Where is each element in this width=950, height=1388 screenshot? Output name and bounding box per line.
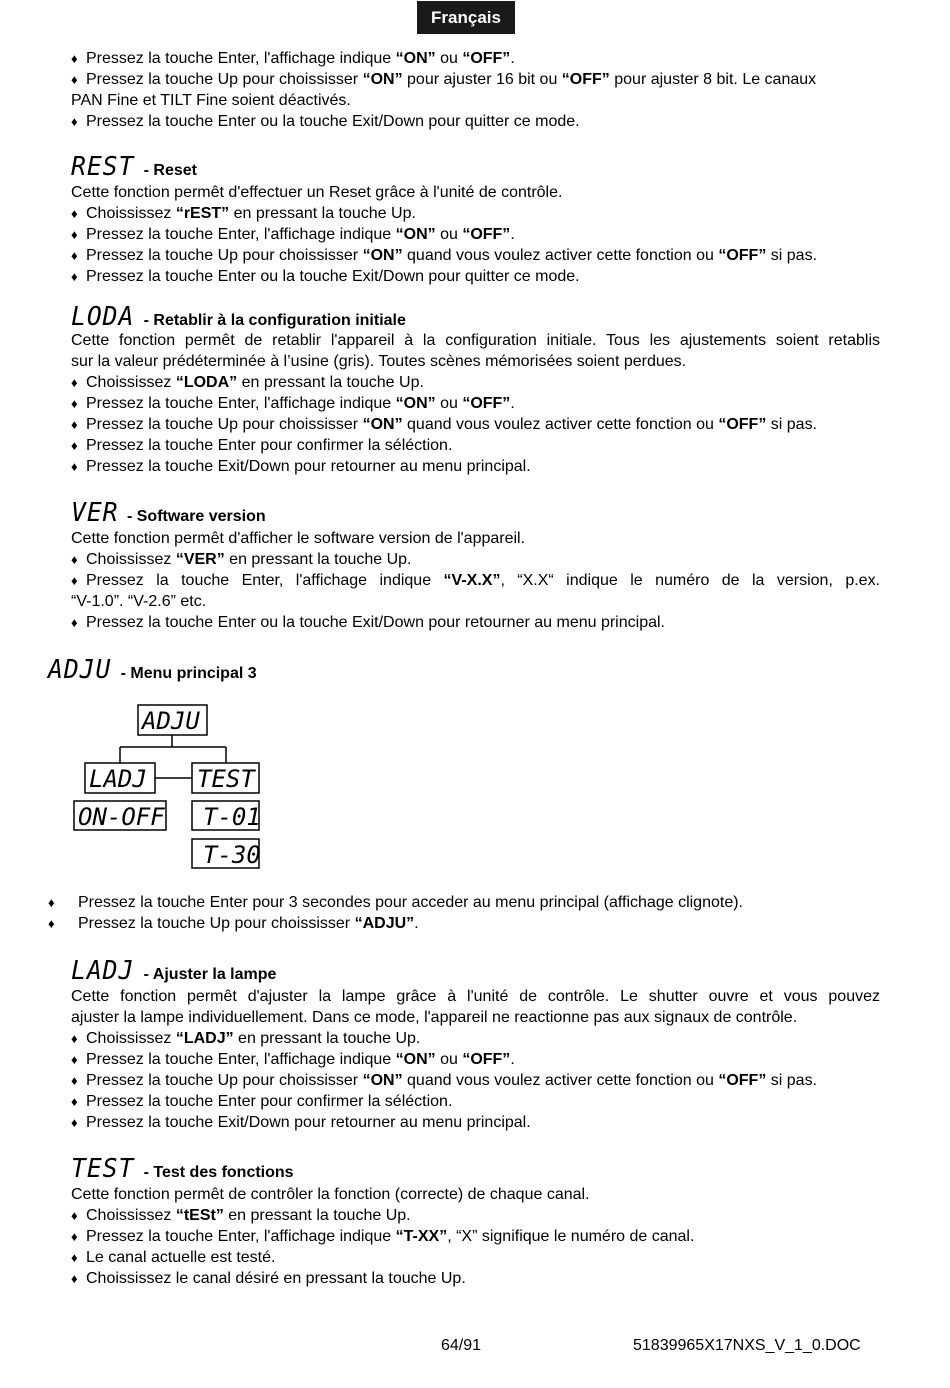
text-segment: en pressant la touche Up. <box>229 205 416 222</box>
ladj-heading <box>71 958 276 984</box>
bold-keyword: “OFF” <box>462 226 511 243</box>
text-segment: . <box>414 915 419 932</box>
bullet-text <box>86 1051 515 1068</box>
text-segment: si pas. <box>766 416 818 433</box>
text-segment: quand vous voulez activer cette fonction ou <box>402 1072 719 1089</box>
diagram-label-right-child1: T-01 <box>203 803 261 831</box>
ladj-bullet <box>71 1091 880 1112</box>
diagram-label-left: LADJ <box>89 765 147 793</box>
bold-keyword: “OFF” <box>462 50 511 67</box>
bold-keyword: “OFF” <box>718 416 767 433</box>
text-segment: Pressez la touche Enter pour confirmer la séléction. <box>86 1093 453 1110</box>
diagram-label-right: TEST <box>197 765 255 793</box>
text-segment: ou <box>435 50 463 67</box>
test-bullet <box>71 1247 880 1268</box>
bold-keyword: “rEST” <box>175 205 230 222</box>
text-segment: , “X.X“ indique le numéro de la version, p.ex. <box>500 572 881 589</box>
bold-keyword: “OFF” <box>561 71 610 88</box>
bullet-diamond-icon: ♦ <box>71 269 78 284</box>
text-segment: Pressez la touche Up pour choississer <box>86 416 363 433</box>
text-segment: ou <box>435 1051 463 1068</box>
test-lcd-label: TEST <box>71 1154 135 1184</box>
text-segment: en pressant la touche Up. <box>237 374 424 391</box>
bullet-text <box>86 1207 411 1224</box>
bullet-text <box>86 1270 466 1287</box>
text-segment: pour ajuster 16 bit ou <box>402 71 562 88</box>
text-segment: Choississez <box>86 205 176 222</box>
text-segment: Pressez la touche Enter, l'affichage indique <box>86 1051 396 1068</box>
bullet-diamond-icon: ♦ <box>71 396 78 411</box>
bold-keyword: “ON” <box>395 50 436 67</box>
bullet-diamond-icon: ♦ <box>71 375 78 390</box>
bold-keyword: “ON” <box>362 71 403 88</box>
test-bullet <box>71 1226 880 1247</box>
bullet-diamond-icon: ♦ <box>71 417 78 432</box>
language-badge: Français <box>417 1 515 34</box>
reset-description: Cette fonction permêt d'effectuer un Reset grâce à l'unité de contrôle. <box>71 184 563 201</box>
text-segment: , “X” signifique le numéro de canal. <box>447 1228 695 1245</box>
bullet-diamond-icon: ♦ <box>71 573 78 588</box>
bullet-diamond-icon: ♦ <box>71 206 78 221</box>
text-segment: Pressez la touche Exit/Down pour retourner au menu principal. <box>86 458 531 475</box>
ver-title: - Software version <box>126 508 266 525</box>
bold-keyword: “LADJ” <box>175 1030 234 1047</box>
text-segment: si pas. <box>766 247 818 264</box>
bullet-text <box>86 1114 531 1131</box>
text-segment: ou <box>435 226 463 243</box>
text-segment: Pressez la touche Enter, l'affichage indique <box>86 1228 396 1245</box>
text-segment: en pressant la touche Up. <box>223 1207 411 1224</box>
ladj-lcd-label: LADJ <box>71 956 135 986</box>
test-description: Cette fonction permêt de contrôler la fonction (correcte) de chaque canal. <box>71 1186 590 1203</box>
text-segment: . <box>510 50 515 67</box>
loda-lcd-label: LODA <box>71 302 135 332</box>
bullet-diamond-icon: ♦ <box>71 438 78 453</box>
bullet-diamond-icon: ♦ <box>71 72 78 87</box>
diagram-label-root: ADJU <box>142 707 200 735</box>
test-heading <box>71 1156 294 1182</box>
bold-keyword: “ON” <box>395 1051 436 1068</box>
loda-description: Cette fonction permêt de retablir l'appareil à la configuration initiale. Tous les ajustements soient retablis <box>71 332 880 349</box>
adju-lcd-label: ADJU <box>48 655 112 685</box>
text-segment: Choississez <box>86 551 176 568</box>
text-segment: Le canal actuelle est testé. <box>86 1249 276 1266</box>
test-bullet <box>71 1205 880 1226</box>
text-segment: Pressez la touche Exit/Down pour retourner au menu principal. <box>86 1114 531 1131</box>
bullet-diamond-icon: ♦ <box>71 1271 78 1286</box>
text-segment: . <box>510 1051 515 1068</box>
bullet-text <box>78 894 743 911</box>
bold-keyword: “tESt” <box>175 1207 224 1224</box>
ver-lcd-label: VER <box>71 498 119 528</box>
bullet-diamond-icon: ♦ <box>71 1052 78 1067</box>
text-segment: Choississez <box>86 1207 176 1224</box>
bold-keyword: “T-XX” <box>395 1228 448 1245</box>
bold-keyword: “OFF” <box>462 1051 511 1068</box>
text-segment: Pressez la touche Up pour choississer <box>86 71 363 88</box>
reset-title: - Reset <box>143 162 197 179</box>
intro-continuation: PAN Fine et TILT Fine soient déactivés. <box>71 92 351 109</box>
adju-outer-bullet <box>48 892 888 934</box>
bold-keyword: “VER” <box>175 551 225 568</box>
page-number: 64/91 <box>441 1337 482 1354</box>
text-segment: Pressez la touche Enter ou la touche Exit/Down pour quitter ce mode. <box>86 268 580 285</box>
loda-title: - Retablir à la configuration initiale <box>143 312 406 329</box>
text-segment: Choississez <box>86 1030 176 1047</box>
bullet-diamond-icon: ♦ <box>71 1208 78 1223</box>
bold-keyword: “ON” <box>395 226 436 243</box>
text-segment: en pressant la touche Up. <box>224 551 412 568</box>
bold-keyword: “ON” <box>362 247 403 264</box>
bullet-diamond-icon: ♦ <box>71 1115 78 1130</box>
bullet-diamond-icon: ♦ <box>71 248 78 263</box>
test-title: - Test des fonctions <box>143 1164 294 1181</box>
ladj-title: - Ajuster la lampe <box>143 966 277 983</box>
text-segment: si pas. <box>766 1072 818 1089</box>
bold-keyword: “ON” <box>395 395 436 412</box>
bullet-diamond-icon: ♦ <box>71 51 78 66</box>
bold-keyword: “OFF” <box>462 395 511 412</box>
bullet-diamond-icon: ♦ <box>71 114 78 129</box>
text-segment: Pressez la touche Enter pour 3 secondes pour acceder au menu principal (affichage clignote). <box>78 894 743 911</box>
bullet-diamond-icon: ♦ <box>71 1229 78 1244</box>
text-segment: . <box>510 395 515 412</box>
text-segment: pour ajuster 8 bit. Le canaux <box>609 71 817 88</box>
bullet-text <box>86 1249 275 1266</box>
loda-description: sur la valeur prédéterminée à l’usine (gris). Toutes scènes mémorisées soient perdues. <box>71 353 687 370</box>
ladj-bullet <box>71 1112 880 1133</box>
text-segment: . <box>510 226 515 243</box>
ladj-bullet <box>71 1049 880 1070</box>
text-segment: Pressez la touche Enter, l'affichage indique <box>86 395 396 412</box>
bullet-text <box>86 1093 452 1110</box>
bullet-diamond-icon: ♦ <box>71 1250 78 1265</box>
document-filename: 51839965X17NXS_V_1_0.DOC <box>633 1337 861 1354</box>
bullet-diamond-icon: ♦ <box>71 615 78 630</box>
bullet-diamond-icon: ♦ <box>71 1073 78 1088</box>
bullet-diamond-icon: ♦ <box>71 459 78 474</box>
adju-title: - Menu principal 3 <box>120 665 257 682</box>
text-segment: quand vous voulez activer cette fonction ou <box>402 416 719 433</box>
ladj-description: ajuster la lampe individuellement. Dans ce mode, l'appareil ne reactionne pas aux signaux de contrôle. <box>71 1009 798 1026</box>
bold-keyword: “LODA” <box>175 374 238 391</box>
reset-lcd-label: REST <box>71 152 135 182</box>
bullet-diamond-icon: ♦ <box>48 895 55 910</box>
bullet-diamond-icon: ♦ <box>71 1031 78 1046</box>
bullet-diamond-icon: ♦ <box>71 1094 78 1109</box>
bullet-text <box>78 915 419 932</box>
text-segment: Choississez <box>86 374 176 391</box>
bold-keyword: “OFF” <box>718 1072 767 1089</box>
text-segment: Pressez la touche Enter, l'affichage indique <box>86 226 396 243</box>
diagram-label-right-child2: T-30 <box>203 841 261 869</box>
bold-keyword: “ADJU” <box>354 915 415 932</box>
ladj-section <box>71 986 880 1133</box>
text-segment: Pressez la touche Enter ou la touche Exit/Down pour retourner au menu principal. <box>86 614 665 631</box>
text-segment: Pressez la touche Up pour choississer <box>86 247 363 264</box>
bullet-text <box>86 1228 694 1245</box>
ver-description: Cette fonction permêt d'afficher le software version de l'appareil. <box>71 530 526 547</box>
bold-keyword: “ON” <box>362 1072 403 1089</box>
ver-bullet-continuation: “V-1.0”. “V-2.6” etc. <box>71 593 207 610</box>
ladj-bullet <box>71 1028 880 1049</box>
text-segment: Pressez la touche Enter ou la touche Exit/Down pour quitter ce mode. <box>86 113 580 130</box>
bullet-diamond-icon: ♦ <box>48 916 55 931</box>
bold-keyword: “V-X.X” <box>443 572 501 589</box>
bullet-text <box>86 1030 420 1047</box>
text-segment: Pressez la touche Up pour choississer <box>78 915 355 932</box>
test-bullet <box>71 1268 880 1289</box>
text-segment: en pressant la touche Up. <box>233 1030 421 1047</box>
bullet-diamond-icon: ♦ <box>71 227 78 242</box>
text-segment: Pressez la touche Enter, l'affichage indique <box>86 50 396 67</box>
ladj-description: Cette fonction permêt d'ajuster la lampe grâce à l'unité de contrôle. Le shutter ouvre et vous pouvez <box>71 988 880 1005</box>
bullet-diamond-icon: ♦ <box>71 552 78 567</box>
bold-keyword: “OFF” <box>718 247 767 264</box>
bullet-text <box>86 1072 817 1089</box>
text-segment: quand vous voulez activer cette fonction ou <box>402 247 719 264</box>
text-segment: Pressez la touche Enter, l'affichage indique <box>86 572 444 589</box>
text-segment: Choississez le canal désiré en pressant la touche Up. <box>86 1270 466 1287</box>
diagram-label-left-child: ON-OFF <box>78 803 165 831</box>
text-segment: Pressez la touche Enter pour confirmer la séléction. <box>86 437 453 454</box>
text-segment: ou <box>435 395 463 412</box>
text-segment: Pressez la touche Up pour choississer <box>86 1072 363 1089</box>
bold-keyword: “ON” <box>362 416 403 433</box>
test-section <box>71 1184 880 1289</box>
ladj-bullet <box>71 1070 880 1091</box>
